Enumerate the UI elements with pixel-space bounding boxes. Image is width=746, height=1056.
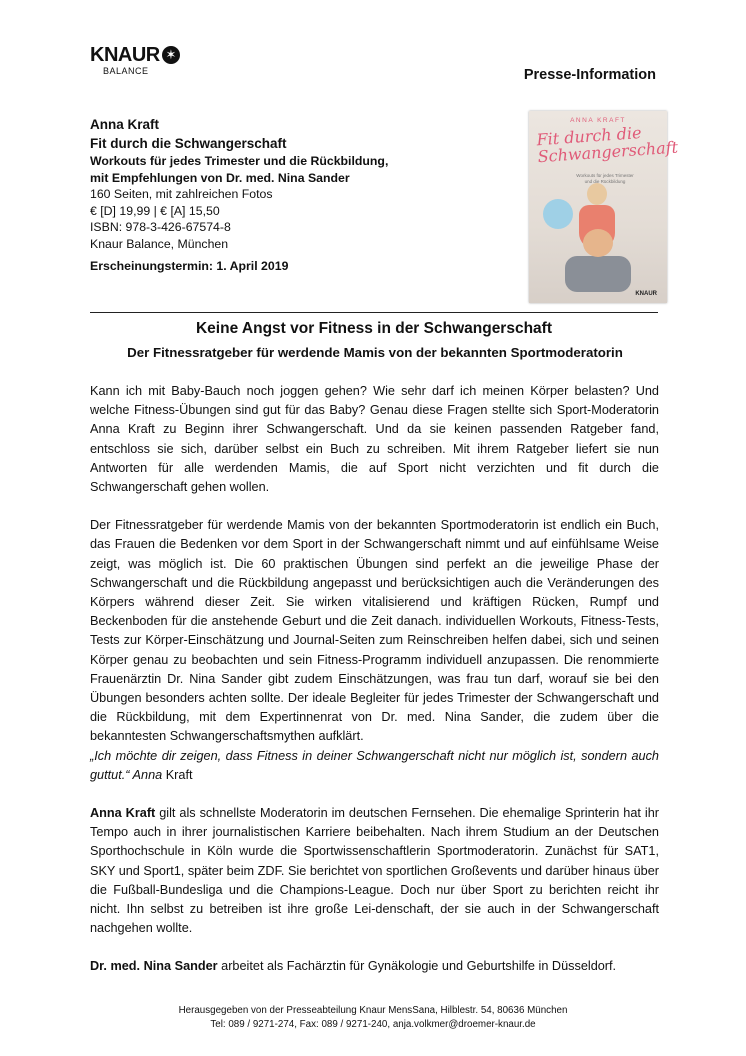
author-bio-name: Anna Kraft: [90, 806, 156, 821]
cover-author: ANNA KRAFT: [570, 117, 626, 124]
article-body: [90, 382, 659, 996]
book-price: € [D] 19,99 | € [A] 15,50: [90, 203, 220, 218]
paragraph-book: [90, 516, 659, 785]
paragraph-author-bio: [90, 804, 659, 938]
paragraph-intro: Kann ich mit Baby-Bauch noch joggen gehen? Wie sehr darf ich meinen Körper belasten? Und welche Fitness-Übungen sind gut für das Baby? Genau diese Fragen stellte sich Sport-Moderatorin Anna Kraft zu Beginn ihrer Schwangerschaft. Und da sie keinen passenden Ratgeber fand, entschloss sie sich, darüber selbst ein Buch zu schreiben. Mit ihrem Ratgeber liefert sie nun Antworten für alle werdenden Mamis, die auf Sport nicht verzichten und fit durch die Schwangerschaft gehen wollen.: [90, 384, 659, 495]
book-subtitle-line-2: mit Empfehlungen von Dr. med. Nina Sander: [90, 170, 350, 185]
book-pages: 160 Seiten, mit zahlreichen Fotos: [90, 187, 273, 201]
author-bio-text: gilt als schnellste Moderatorin im deutschen Fernsehen. Die ehemalige Sprinterin hat ihr Tempo auch in ihrer journalistischen Karriere beibehalten. Nach ihrem Studium an der Deutschen Sporthochschule in Köln wurde die Sportwissenschaftlerin Sportmoderatorin. Zunächst für SAT1, SKY und Sport1, später beim ZDF. Sie berichtet von sportlichen Großevents und darüber hinaus über die Fußball-Bundesliga und die Champions-League. Doch nur über Sport zu berichten reicht ihr nicht. Ihn selbst zu betreiben ist ihre große Lei-denschaft, der sie auch in der Schwangerschaft nachgehen wollte.: [90, 806, 659, 936]
cover-badge: [543, 199, 573, 229]
cover-figure-belly: [583, 229, 613, 257]
cover-subtitle: Workouts für jedes Trimester und die Rückbildung: [576, 173, 634, 184]
book-publisher: Knaur Balance, München: [90, 236, 229, 251]
book-author: Anna Kraft: [90, 117, 160, 132]
expert-bio-name: Dr. med. Nina Sander: [90, 959, 218, 974]
footer: [0, 1004, 746, 1032]
star-icon: ✶: [162, 46, 180, 64]
paragraph-expert-bio: [90, 957, 659, 976]
document-label: Presse-Information: [523, 67, 656, 83]
headline: Keine Angst vor Fitness in der Schwangerschaft: [195, 320, 552, 337]
book-cover-image: [529, 111, 679, 303]
author-quote-name: Kraft: [165, 767, 193, 782]
cover-figure-head: [587, 183, 607, 205]
expert-bio-text: arbeitet als Fachärztin für Gynäkologie und Geburtshilfe in Düsseldorf.: [221, 959, 617, 974]
book-subtitle-line-1: Workouts für jedes Trimester und die Rückbildung,: [90, 154, 389, 168]
logo-subtext: BALANCE: [103, 66, 149, 76]
divider: [90, 312, 658, 313]
footer-contact: Tel: 089 / 9271-274, Fax: 089 / 9271-240, anja.volkmer@droemer-knaur.de: [210, 1019, 536, 1030]
cover-title: Fit durch die Schwangerschaft: [535, 123, 679, 167]
book-title: Fit durch die Schwangerschaft: [90, 136, 287, 151]
logo-text: KNAUR: [90, 44, 160, 66]
book-info: [90, 115, 510, 275]
paragraph-book-text: Der Fitnessratgeber für werdende Mamis von der bekannten Sportmoderatorin ist endlich ein Buch, das Frauen die Bedenken vor dem Sport in der Schwangerschaft nimmt und auf einfühlsame Weise zeigt, was möglich ist. Die 60 praktischen Übungen sind perfekt an die jeweilige Phase der Schwangerschaft und die Rückbildung angepasst und berücksichtigen auch die Veränderungen des Körpers während dieser Zeit. Sie wirken vitalisierend und kräftigen Rücken, Rumpf und Beckenboden für die anstehende Geburt und die Zeit danach. individuellen Workouts, Fitness-Tests, Tests zur Körper-Einschätzung und Journal-Seiten zum Reinschreiben helfen dabei, sich und seinen Körper genau zu beobachten und sein Fitness-Programm individuell anzupassen. Die renommierte Frauenärztin Dr. Nina Sander gibt zudem Einschätzungen, was frau tun darf, worauf sie bei den Übungen besonders achten sollte. Der ideale Begleiter für jedes Trimester der Schwangerschaft und die Rückbildung, mit dem Expertinnenrat von Dr. med. Nina Sander, die zudem über die bekanntesten Schwangerschaftsmythen aufklärt.: [90, 518, 659, 744]
release-date: Erscheinungstermin: 1. April 2019: [90, 259, 289, 273]
subheadline: Der Fitnessratgeber für werdende Mamis von der bekannten Sportmoderatorin: [127, 345, 623, 360]
footer-address: Herausgegeben von der Presseabteilung Knaur MensSana, Hilblestr. 54, 80636 München: [178, 1005, 568, 1016]
author-quote: „Ich möchte dir zeigen, dass Fitness in deiner Schwangerschaft nicht nur möglich ist, sondern auch guttut.“ Anna: [90, 748, 659, 782]
cover-figure-legs: [565, 256, 631, 292]
publisher-logo: [90, 44, 180, 76]
book-isbn: ISBN: 978-3-426-67574-8: [90, 220, 231, 234]
cover-logo: KNAUR: [635, 291, 657, 297]
